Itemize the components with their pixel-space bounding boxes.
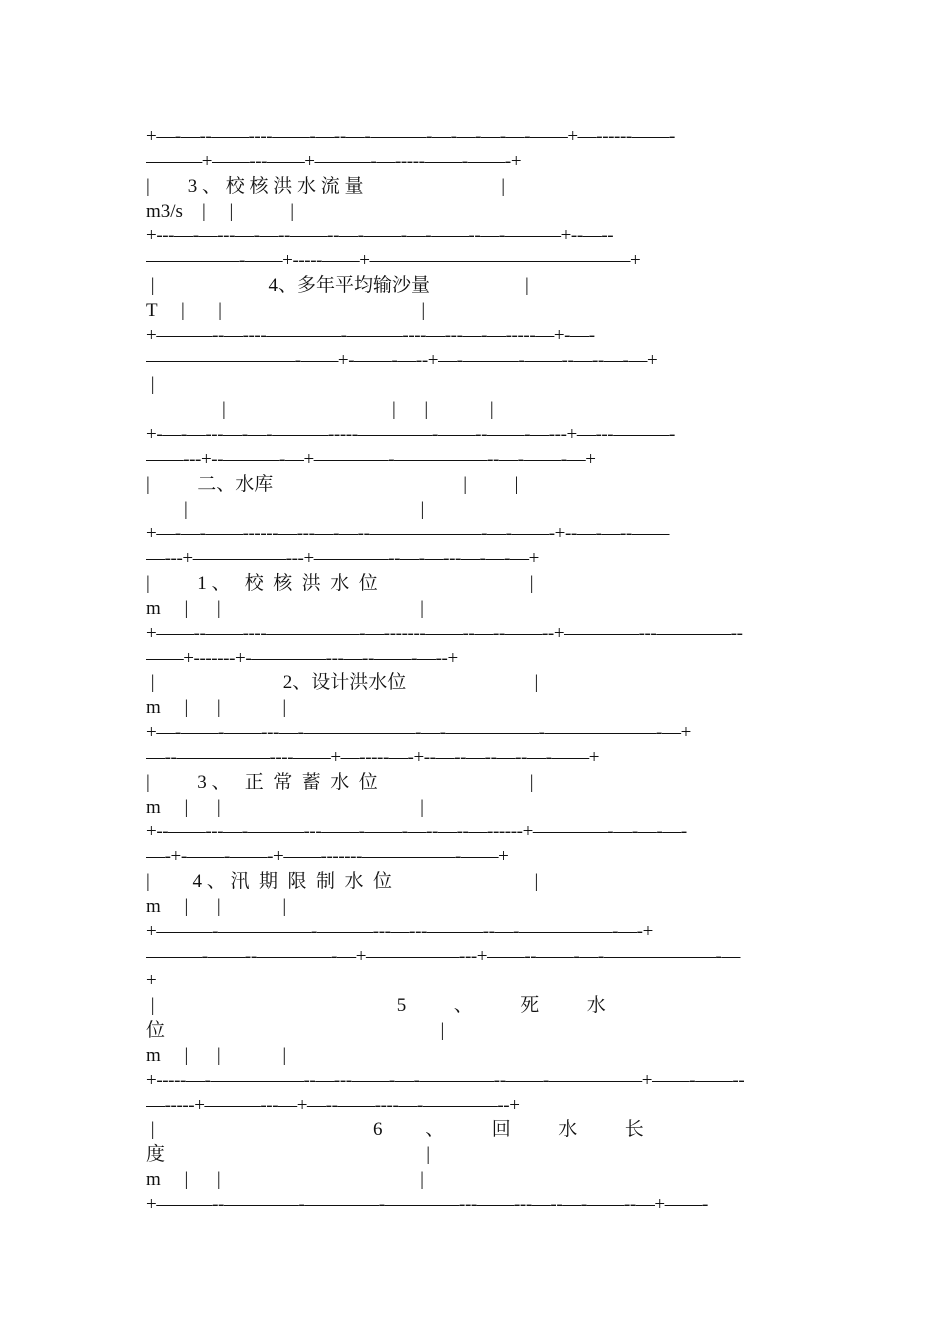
table-border-line: ———+——---——+———-—-----——-——-+ <box>146 151 522 172</box>
table-border-line: +—-—--——----——-—--—-———-—-—-—-—-——+—------——- <box>146 126 675 147</box>
table-border-line: +---—-—---—-—--——--—-——-—-——--—-———+--—-- <box>146 225 614 246</box>
table-border-line: —-----+———---—+—--——----—-————--+ <box>146 1095 520 1116</box>
table-border-line: —————-——+-----——+——————————————+ <box>146 250 641 271</box>
table-border-line: —--—————----——+—-----—-+--—--—--—--—-——+ <box>146 747 600 768</box>
table-row-label: | 5 、 死 水 <box>146 995 606 1016</box>
table-row-unit: m | | | <box>146 697 287 718</box>
table-row-unit: m3/s | | | <box>146 201 295 222</box>
table-row-unit: m | | | <box>146 1169 424 1190</box>
table-row-label: | <box>146 374 155 395</box>
table-row-unit: m | | | <box>146 797 424 818</box>
table-border-line: +--——---—-———---——-——-—--—--—------+————-—-—-—- <box>146 821 687 842</box>
table-border-line: +——--——----—————-—-------——--—--——--+————---————-- <box>146 623 743 644</box>
table-border-line: +-—-—---—-—-———-----————-——--——-—---+—---———- <box>146 424 675 445</box>
table-row-unit: m | | | <box>146 1045 287 1066</box>
table-row-unit: | | | | <box>146 399 494 420</box>
table-row-label: | 2、设计洪水位 | <box>146 672 539 693</box>
table-border-line: +———--————-————-————---——---—--—-——--—+——- <box>146 1194 708 1215</box>
table-border-line: —-+-——-——-+——-------—————-——+ <box>146 846 509 867</box>
table-border-line: +———-—————-———---—---———--—-—————-—-+ <box>146 921 653 942</box>
table-row-unit: m | | | <box>146 896 287 917</box>
table-border-line: +—-—-——------—---—-—--——————-—-——-+--—-—--—— <box>146 523 670 544</box>
table-border-line: +———--—----————-———----—---—-—-----—+-—- <box>146 325 595 346</box>
table-row-unit: T | | | <box>146 300 426 321</box>
table-row-label: | 3 、 正 常 蓄 水 位 | <box>146 772 534 793</box>
table-border-line: ———-——--————-—+—————---+——--——-—-——————-— <box>146 946 740 967</box>
table-row-label: | 1 、 校 核 洪 水 位 | <box>146 573 534 594</box>
table-row-label: | 4、多年平均输沙量 | <box>146 275 529 296</box>
table-border-line: ——---+--———-—+————-—————--—-——-—+ <box>146 449 596 470</box>
table-border-line: —---+—————---+————--—-—---—-—-—+ <box>146 548 539 569</box>
table-border-line: +-----—-—————--—---——-—-————--——-—————+——-——-- <box>146 1070 745 1091</box>
table-row-unit: | | <box>146 499 425 520</box>
table-row-label: 度 | <box>146 1144 431 1165</box>
table-border-line: ————————-——+-——-—--+—-———-——--—--—-—+ <box>146 350 658 371</box>
table-row-label: | 3 、 校 核 洪 水 流 量 | <box>146 176 506 197</box>
table-row-label: 位 | <box>146 1020 445 1041</box>
table-row-unit: m | | | <box>146 598 424 619</box>
table-row-label: | 6 、 回 水 长 <box>146 1119 644 1140</box>
section-heading: | 二、水库 | | <box>146 474 519 495</box>
table-border-line: +—-——-——---—-——————-—-—————-——————-—+ <box>146 722 691 743</box>
table-border-line: ——+-------+-————---—--——-—--+ <box>146 648 458 669</box>
table-border-line: + <box>146 970 157 991</box>
table-row-label: | 4 、 汛 期 限 制 水 位 | <box>146 871 539 892</box>
